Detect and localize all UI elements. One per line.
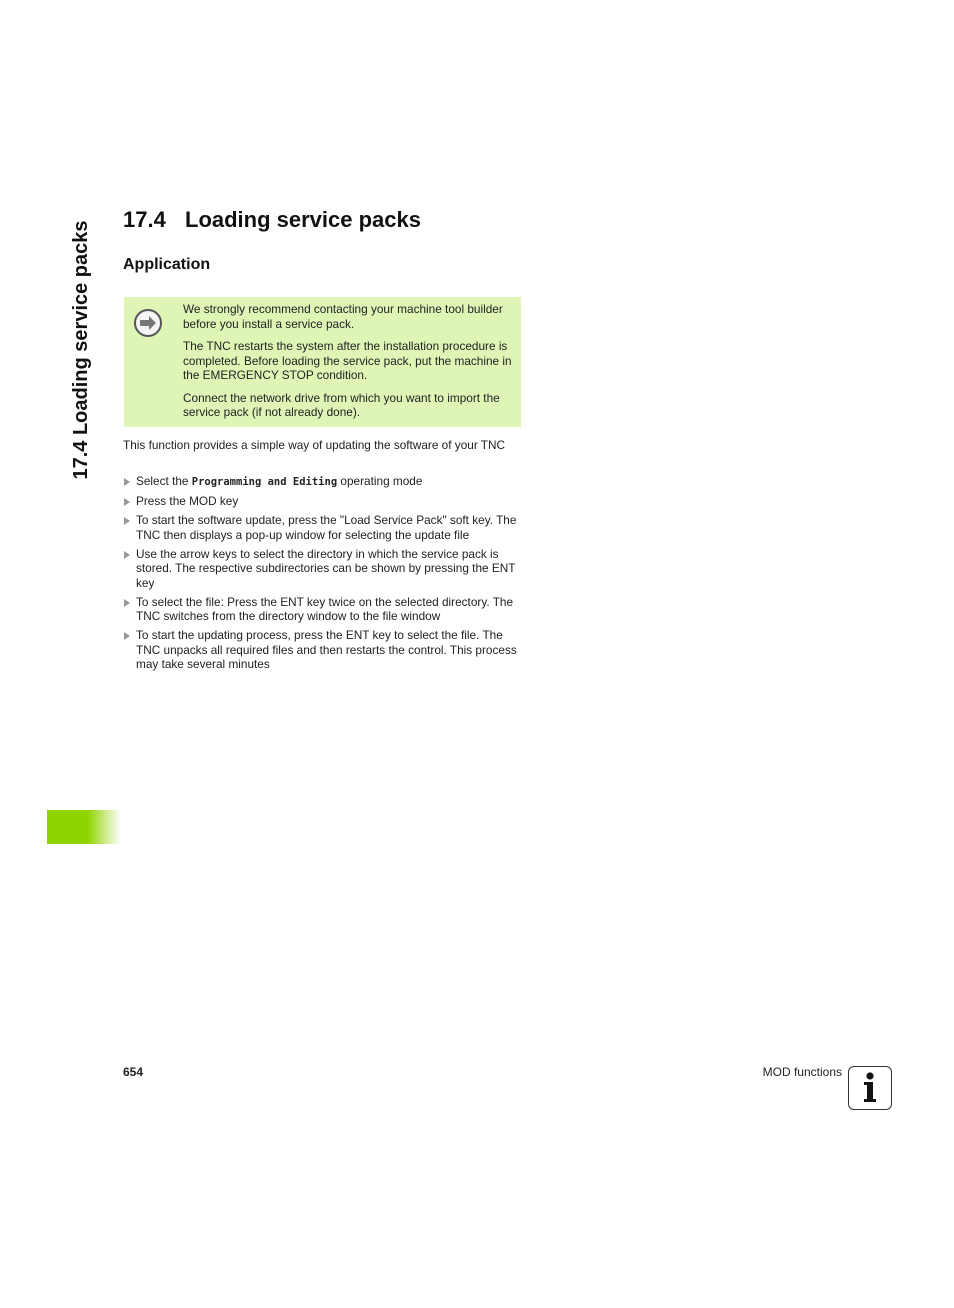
bullet-arrow-icon bbox=[124, 599, 130, 607]
list-item bbox=[123, 547, 523, 591]
bullet-arrow-icon bbox=[124, 517, 130, 525]
section-number: 17.4 bbox=[123, 207, 166, 232]
arrow-right-icon bbox=[134, 309, 162, 337]
step-text: operating mode bbox=[337, 474, 423, 488]
intro-paragraph: This function provides a simple way of updating the software of your TNC bbox=[123, 438, 506, 452]
step-text: Use the arrow keys to select the directory in which the service pack is stored. The respective subdirectories can be shown by pressing the ENT key bbox=[136, 546, 516, 590]
note-box bbox=[124, 297, 521, 427]
page-title bbox=[123, 207, 421, 233]
info-icon bbox=[848, 1066, 892, 1110]
page-number: 654 bbox=[123, 1065, 144, 1079]
note-text bbox=[183, 302, 515, 428]
note-paragraph: We strongly recommend contacting your machine tool builder before you install a service pack. bbox=[183, 302, 503, 331]
note-paragraph: The TNC restarts the system after the installation procedure is completed. Before loading the service pack, put the machine in the EMERGENCY STOP condition. bbox=[183, 339, 512, 382]
list-item bbox=[123, 474, 523, 490]
bullet-arrow-icon bbox=[124, 632, 130, 640]
step-text: To select the file: Press the ENT key twice on the selected directory. The TNC switches from the directory window to the file window bbox=[136, 594, 514, 623]
step-list bbox=[123, 474, 523, 676]
bullet-arrow-icon bbox=[124, 498, 130, 506]
mode-name: Programming and Editing bbox=[191, 476, 338, 488]
note-paragraph: Connect the network drive from which you want to import the service pack (if not already done). bbox=[183, 390, 500, 419]
bullet-arrow-icon bbox=[124, 478, 130, 486]
list-item bbox=[123, 595, 523, 624]
step-text: To start the software update, press the "Load Service Pack" soft key. The TNC then displays a pop-up window for selecting the update file bbox=[136, 513, 517, 542]
list-item bbox=[123, 513, 523, 542]
step-text: Press the MOD key bbox=[136, 494, 239, 508]
list-item bbox=[123, 628, 523, 672]
footer-section-name: MOD functions bbox=[762, 1065, 842, 1079]
bullet-arrow-icon bbox=[124, 551, 130, 559]
subsection-title: Application bbox=[123, 256, 211, 273]
running-title: 17.4 Loading service packs bbox=[70, 220, 92, 480]
section-title: Loading service packs bbox=[185, 207, 421, 232]
list-item bbox=[123, 494, 523, 509]
step-text: Select the bbox=[136, 474, 192, 488]
step-text: To start the updating process, press the ENT key to select the file. The TNC unpacks all required files and then restarts the control. This process may take several minutes bbox=[136, 628, 517, 671]
chapter-tab bbox=[47, 810, 121, 844]
